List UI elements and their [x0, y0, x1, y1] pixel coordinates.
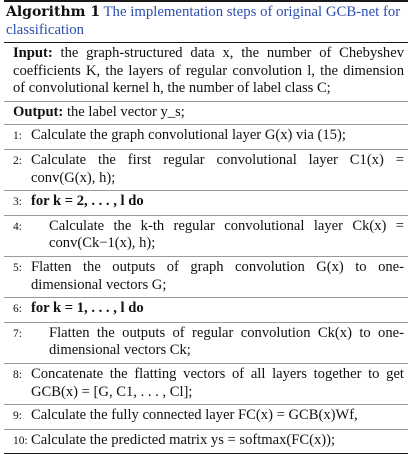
step-5 — [4, 257, 408, 298]
step-text: Flatten the outputs of regular convolution Ck(x) to one-dimensional vectors Ck; — [49, 324, 404, 359]
input-text: the graph-structured data x, the number of Chebyshev coefficients K, the layers of regular convolution l, the dimension of convolutional kernel h, the number of label class C; — [13, 45, 404, 97]
step-2 — [4, 150, 408, 191]
input-block — [4, 43, 408, 102]
step-text: Flatten the outputs of graph convolution G(x) to one-dimensional vectors G; — [31, 258, 404, 293]
step-number: 8: — [13, 368, 22, 381]
step-3 — [4, 191, 408, 216]
step-number: 5: — [13, 261, 22, 274]
output-text: the label vector y_s; — [66, 103, 185, 120]
step-1 — [4, 125, 408, 150]
step-9 — [4, 405, 408, 430]
step-number: 9: — [13, 410, 22, 423]
step-number: 4: — [13, 220, 22, 233]
output-label: Output: — [13, 103, 64, 120]
step-number: 7: — [13, 327, 22, 340]
step-8 — [4, 364, 408, 405]
algorithm-header — [4, 2, 408, 43]
step-4 — [4, 216, 408, 257]
input-label: Input: — [13, 45, 53, 61]
step-text: for k = 1, . . . , l do — [31, 300, 144, 317]
algorithm-box — [4, 0, 408, 454]
step-number: 10: — [13, 434, 28, 447]
algorithm-title: The implementation steps of original GCB-net for classification — [6, 4, 401, 38]
step-text: Calculate the first regular convolutional layer C1(x) = conv(G(x), h); — [31, 151, 404, 186]
step-text: Calculate the graph convolutional layer G(x) via (15); — [31, 127, 346, 144]
step-text: Calculate the predicted matrix ys = softmax(FC(x)); — [31, 431, 336, 448]
step-text: Calculate the k-th regular convolutional layer Ck(x) = conv(Ck−1(x), h); — [49, 217, 404, 252]
step-text: Calculate the fully connected layer FC(x) = GCB(x)Wf, — [31, 407, 358, 424]
step-number: 1: — [13, 130, 22, 143]
algorithm-label: Algorithm 1 — [6, 4, 101, 20]
output-block — [4, 102, 408, 126]
step-text: Concatenate the flatting vectors of all layers together to get GCB(x) = [G, C1, . . . , Cl]; — [31, 365, 404, 400]
step-number: 3: — [13, 196, 22, 209]
step-7 — [4, 323, 408, 364]
step-number: 2: — [13, 154, 22, 167]
step-number: 6: — [13, 303, 22, 316]
step-6 — [4, 298, 408, 323]
step-10 — [4, 430, 408, 454]
step-text: for k = 2, . . . , l do — [31, 193, 144, 210]
